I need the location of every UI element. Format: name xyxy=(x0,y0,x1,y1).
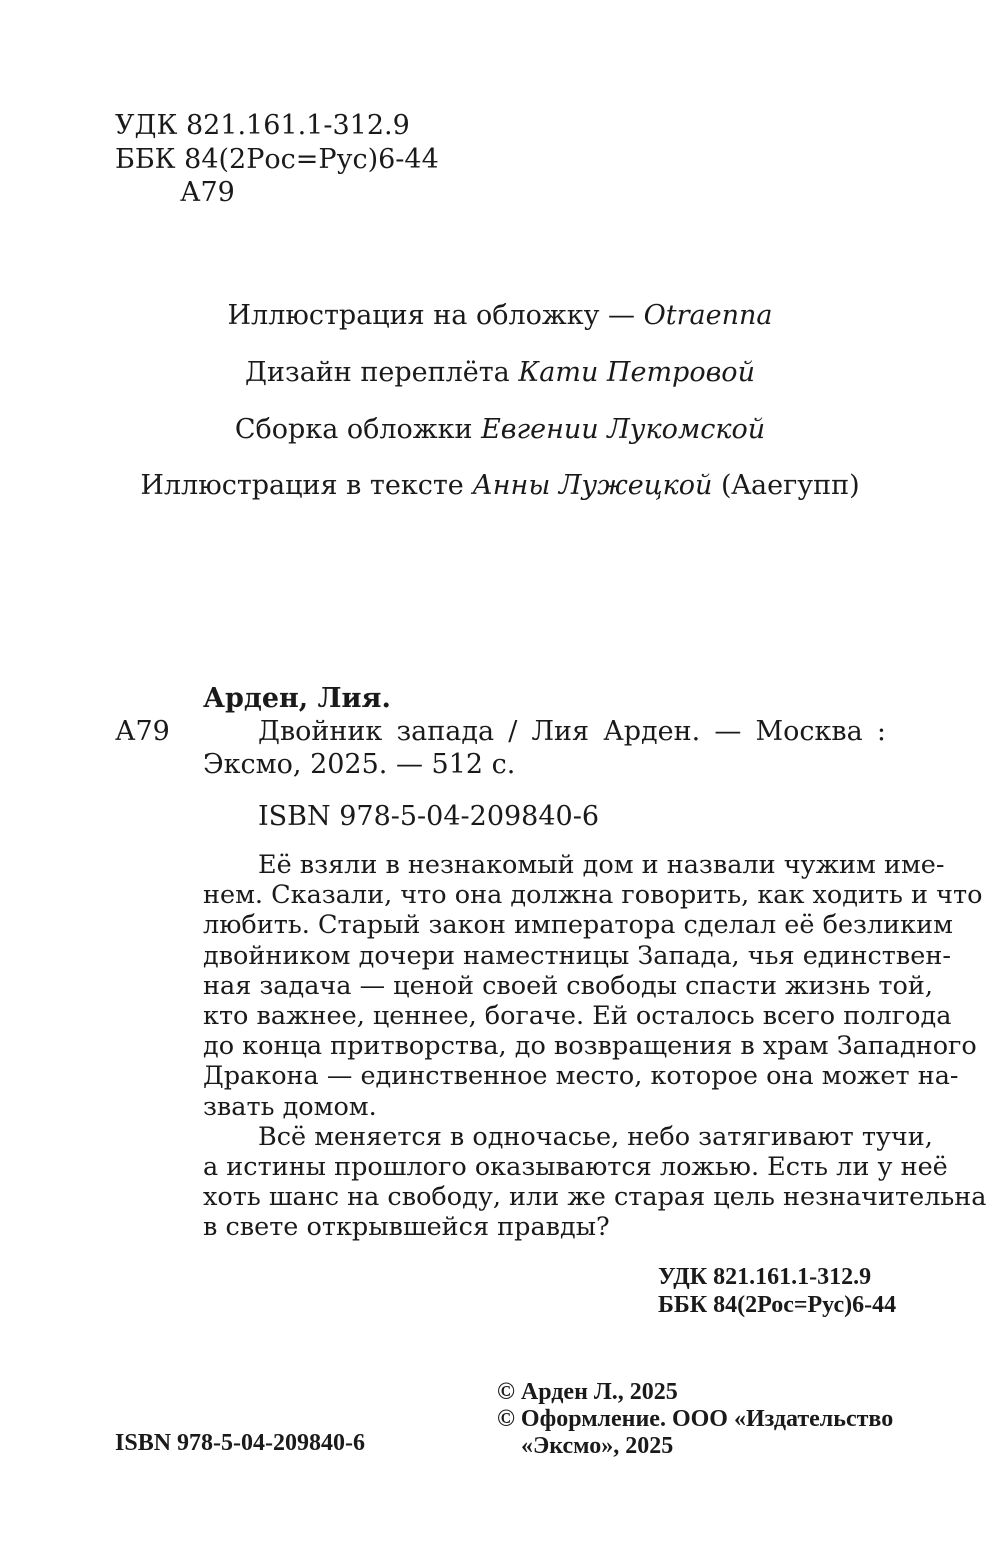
copyright-publisher: «Эксмо», 2025 xyxy=(521,1433,674,1459)
credit-label: Дизайн переплёта xyxy=(245,357,519,388)
annotation-line: звать домом. xyxy=(203,1091,377,1122)
annotation-line: Её взяли в незнакомый дом и назвали чужим име- xyxy=(258,850,945,880)
bbk-code: ББК 84(2Рос=Рус)6-44 xyxy=(115,144,439,175)
author-mark: А79 xyxy=(180,177,235,208)
catalog-isbn: ISBN 978-5-04-209840-6 xyxy=(258,801,600,832)
credit-person: Евгении Лукомской xyxy=(481,414,766,445)
credit-label: Иллюстрация на обложку — xyxy=(227,300,644,331)
annotation-line: в свете открывшейся правды? xyxy=(203,1212,610,1243)
credit-label: Иллюстрация в тексте xyxy=(140,470,473,501)
credit-cover-illustration xyxy=(0,300,1000,331)
credit-person: Анны Лужецкой xyxy=(472,470,713,501)
annotation-line: кто важнее, ценнее, богаче. Ей осталось всего полгода xyxy=(203,1000,952,1031)
catalog-title-line1: Двойник запада / Лия Арден. — Москва : xyxy=(258,716,886,747)
credit-suffix: (Aaeгупп) xyxy=(712,470,860,501)
udk-code: УДК 821.161.1-312.9 xyxy=(115,110,410,141)
annotation-line: до конца притворства, до возвращения в храм Западного xyxy=(203,1031,977,1062)
annotation-line: а истины прошлого оказываются ложью. Есть ли у неё xyxy=(203,1151,948,1182)
annotation-line: хоть шанс на свободу, или же старая цель незначительна xyxy=(203,1182,987,1213)
copyright-design: © Оформление. ООО «Издательство xyxy=(497,1406,894,1432)
footer-bbk: ББК 84(2Рос=Рус)6-44 xyxy=(658,1292,897,1318)
credit-person: Кати Петровой xyxy=(518,357,755,388)
annotation-line: ная задача — ценой своей свободы спасти жизнь той, xyxy=(203,970,933,1001)
annotation-line: нем. Сказали, что она должна говорить, как ходить и что xyxy=(203,880,983,911)
annotation-line: Дракона — единственное место, которое она может на- xyxy=(203,1061,959,1092)
catalog-author: Арден, Лия. xyxy=(203,683,391,714)
catalog-author-mark: А79 xyxy=(115,716,170,747)
annotation-line: Всё меняется в одночасье, небо затягивают тучи, xyxy=(258,1121,933,1152)
credit-text-illustration xyxy=(0,470,1000,501)
annotation xyxy=(203,850,987,1243)
annotation-line: любить. Старый закон императора сделал её безликим xyxy=(203,910,953,941)
credit-cover-assembly xyxy=(0,414,1000,445)
copyright-author: © Арден Л., 2025 xyxy=(497,1379,678,1405)
footer-udk: УДК 821.161.1-312.9 xyxy=(658,1264,872,1290)
credit-label: Сборка обложки xyxy=(234,414,482,445)
footer-isbn: ISBN 978-5-04-209840-6 xyxy=(115,1430,365,1456)
catalog-title-line2: Эксмо, 2025. — 512 с. xyxy=(203,749,516,780)
annotation-line: двойником дочери наместницы Запада, чья единствен- xyxy=(203,940,951,971)
credit-binding-design xyxy=(0,357,1000,388)
credit-person: Otraenna xyxy=(643,300,773,331)
